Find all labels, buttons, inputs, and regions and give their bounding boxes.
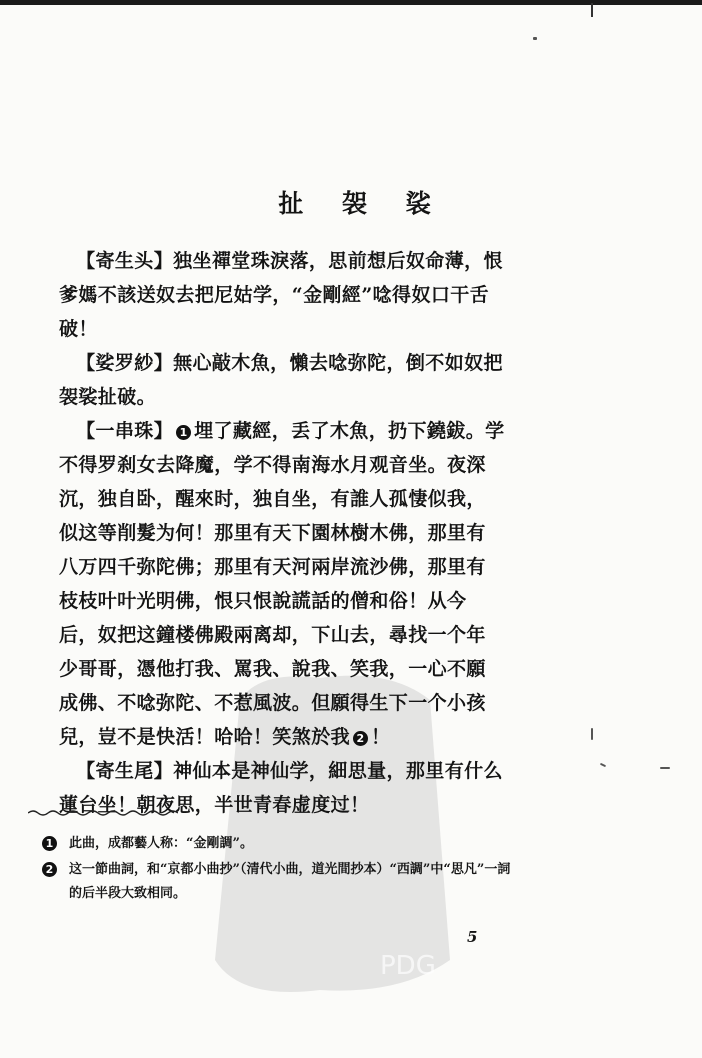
footnote-divider (28, 808, 178, 818)
footnote-ref-2[interactable]: 2 (353, 731, 368, 746)
stanza-2 (59, 346, 505, 414)
footnote-1 (42, 832, 512, 856)
stanza-text-end: ！ (371, 726, 391, 748)
stanza-3 (59, 414, 505, 754)
scan-speck (591, 728, 593, 740)
footnotes (42, 832, 512, 906)
stanza-label: 【寄生尾】 (76, 760, 174, 782)
page-number: 5 (467, 928, 478, 946)
footnote-ref-1[interactable]: 1 (176, 425, 191, 440)
stanza-text: 独坐禪堂珠淚落，思前想后奴命薄，恨爹媽不該送奴去把尼姑学，“金剛經”唸得奴口干舌破！ (59, 250, 503, 340)
scan-speck (600, 763, 606, 767)
stanza-text: 無心敲木魚，懶去唸弥陀，倒不如奴把袈裟扯破。 (59, 352, 503, 408)
crop-mark (591, 3, 593, 17)
stanza-text: 神仙本是神仙学，細思量，那里有什么蓮台坐！朝夜思，半世青春虚度过！ (59, 760, 503, 816)
lyrics-body (59, 244, 505, 822)
page-title: 扯 袈 裟 (278, 189, 446, 218)
stanza-text: 埋了藏經，丢了木魚，扔下鐃鈸。学不得罗刹女去降魔，学不得南海水月观音坐。夜深沉，独自卧，醒來时，独自坐，有誰人孤悽似我，似这等削髮为何！那里有天下園林樹木佛，那里有八万四千弥陀佛；那里有天河兩岸流沙佛，那里有枝枝叶叶光明佛，恨只恨說謊話的僧和俗！从今后，奴把这鐘楼佛殿兩离却，下山去，尋找一个年少哥哥，憑他打我、罵我、說我、笑我，一心不願成佛、不唸弥陀、不惹風波。但願得生下一个小孩兒，豈不是快活！哈哈！笑煞於我 (59, 420, 505, 748)
footnote-text: 这一節曲詞，和“京都小曲抄”（清代小曲，道光間抄本）“西調”中“思凡”一詞的后半段大致相同。 (69, 862, 511, 901)
stanza-1 (59, 244, 505, 346)
footnote-2 (42, 858, 512, 906)
stanza-label: 【娑罗紗】 (76, 352, 174, 374)
scan-speck (660, 767, 670, 769)
watermark-text: PDG (380, 951, 436, 981)
top-border (0, 0, 702, 5)
footnote-text: 此曲，成都藝人称：“金剛調”。 (69, 836, 253, 851)
stanza-label: 【寄生头】 (76, 250, 174, 272)
stanza-label: 【一串珠】 (76, 420, 174, 442)
footnote-marker: 1 (42, 836, 57, 851)
footnote-marker: 2 (42, 862, 57, 877)
scan-speck (533, 37, 537, 40)
